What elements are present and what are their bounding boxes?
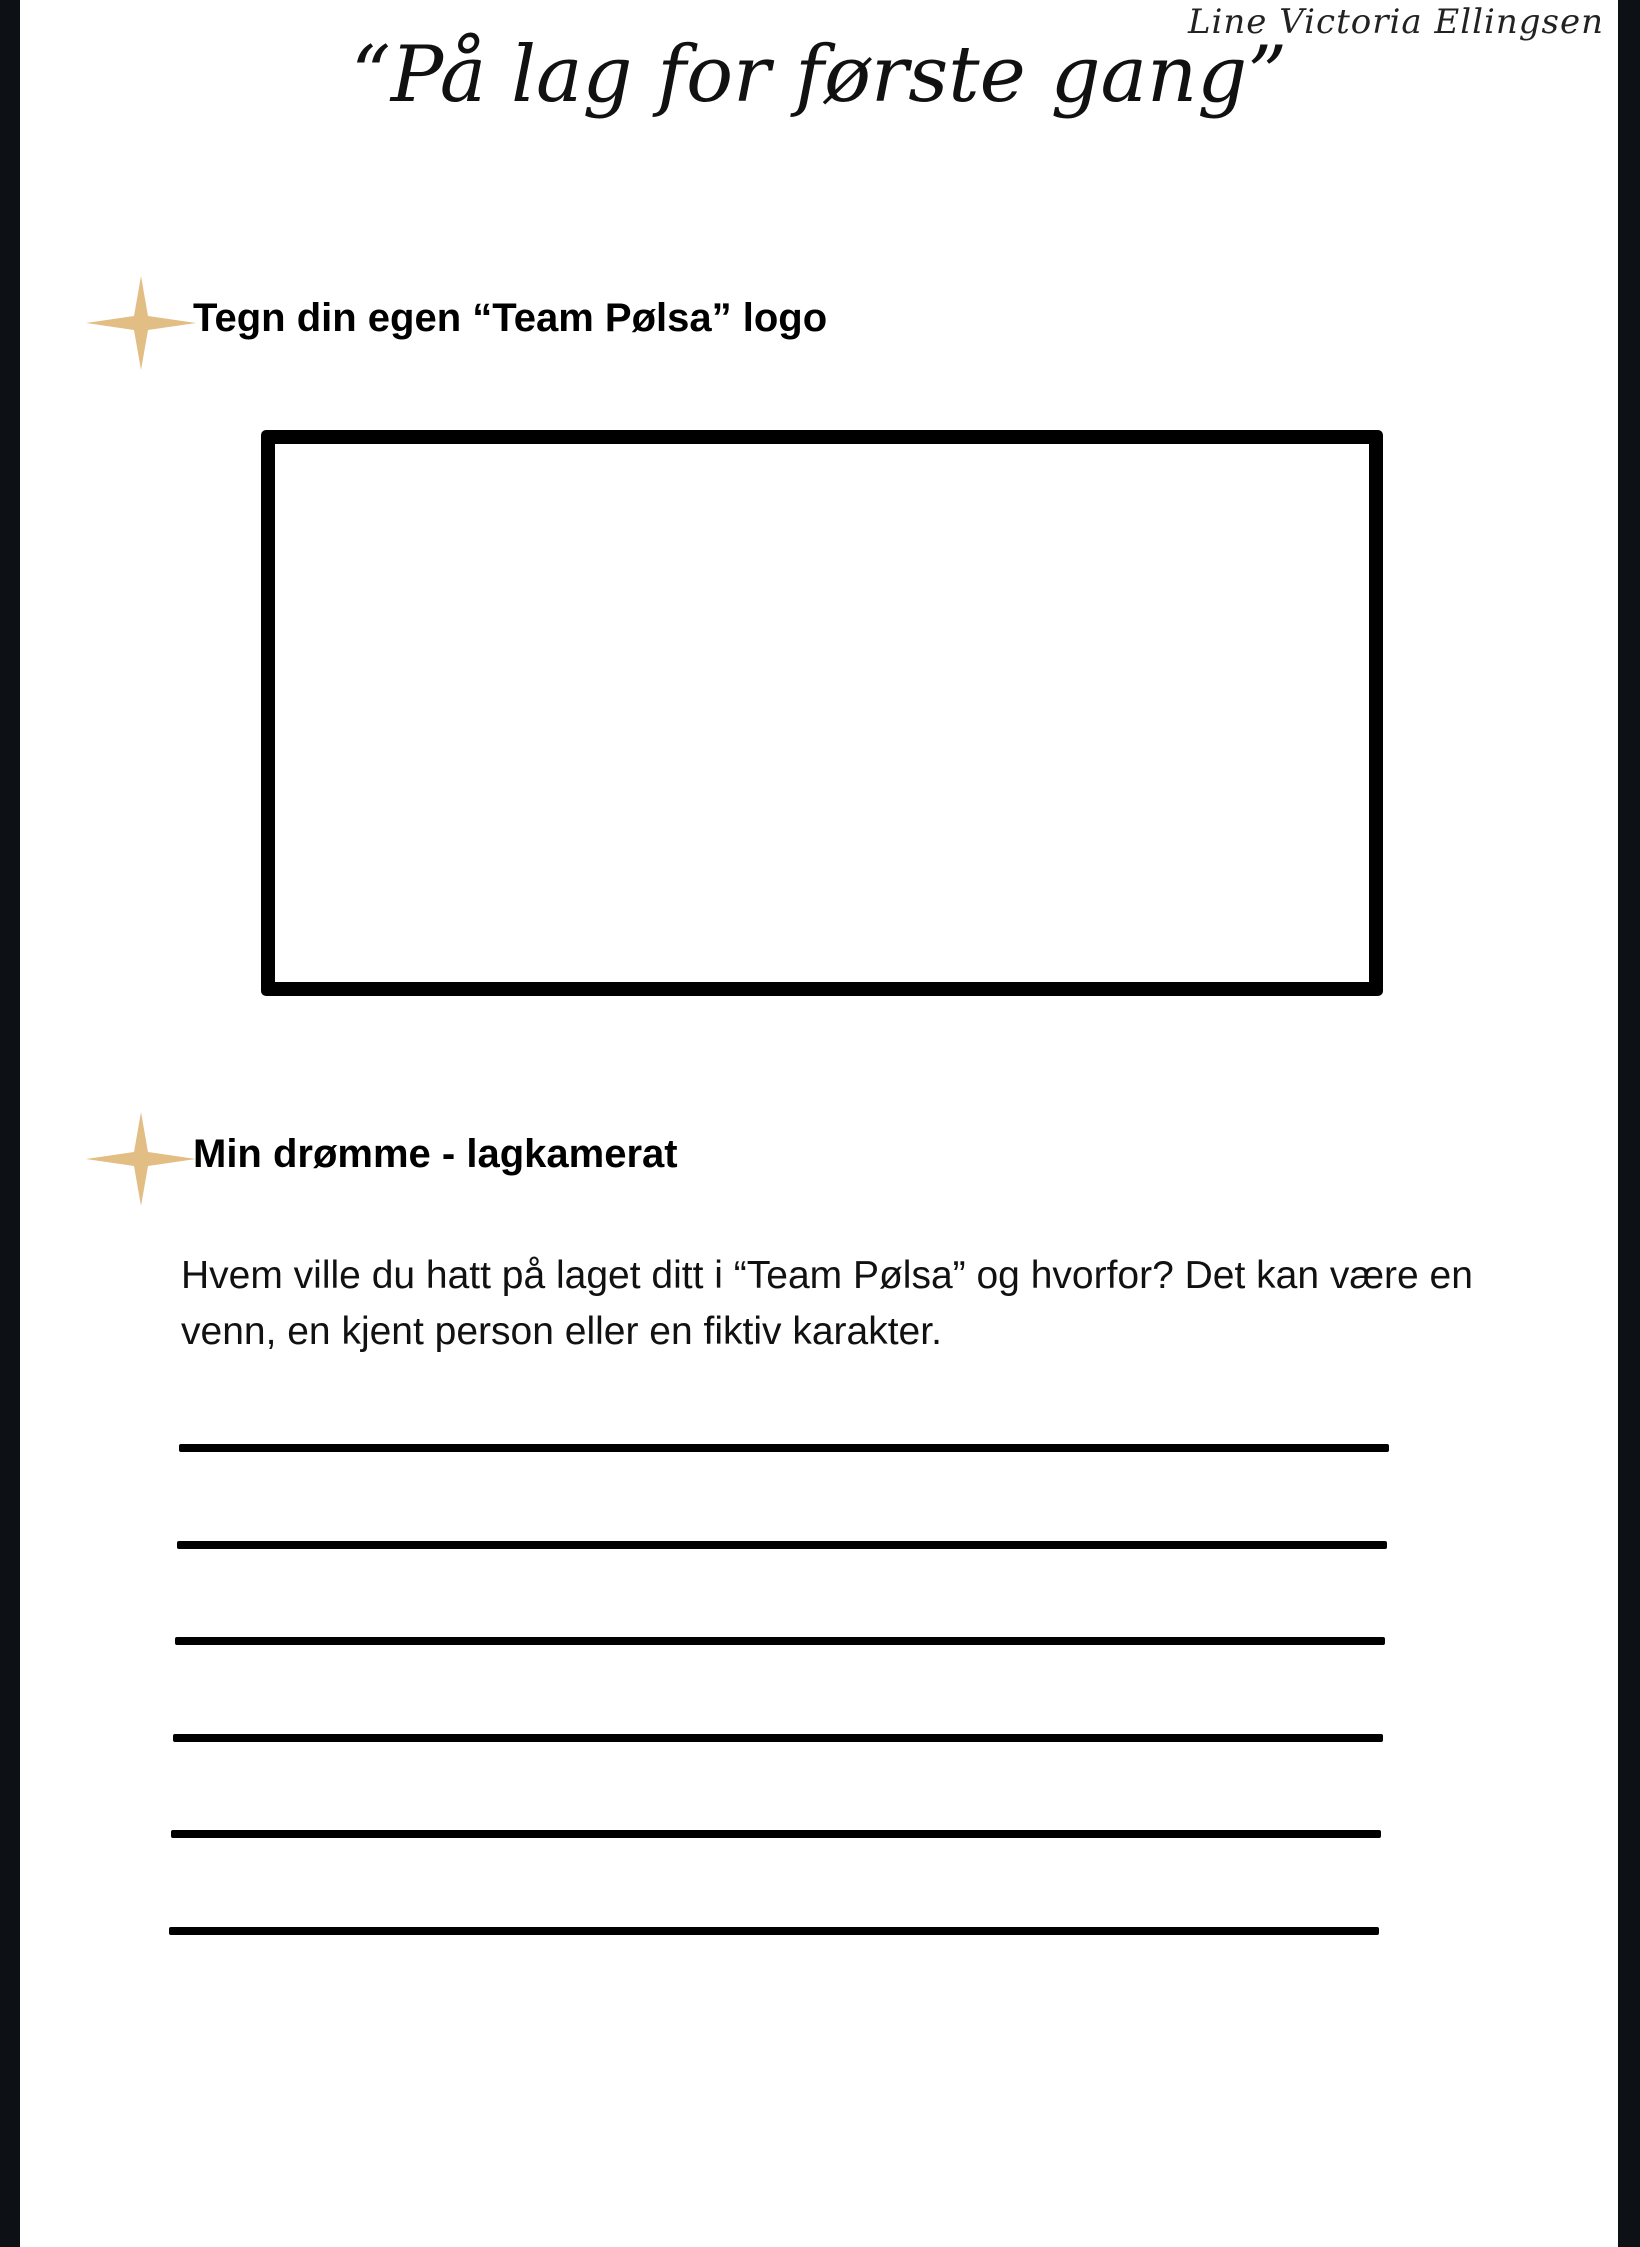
answer-line[interactable] — [175, 1637, 1385, 1645]
teammate-prompt-text: Hvem ville du hatt på laget ditt i “Team Pølsa” og hvorfor? Det kan være en venn, en kjent person eller en fiktiv karakter. — [181, 1254, 1473, 1353]
four-point-star-icon — [86, 276, 196, 370]
answer-line[interactable] — [179, 1444, 1389, 1452]
logo-section-heading: Tegn din egen “Team Pølsa” logo — [193, 296, 828, 340]
answer-line[interactable] — [177, 1541, 1387, 1549]
answer-line[interactable] — [173, 1734, 1383, 1742]
logo-drawing-box[interactable] — [261, 430, 1383, 996]
worksheet-page — [20, 0, 1618, 2247]
page-title: “På lag for første gang” — [350, 30, 1288, 120]
author-signature: Line Victoria Ellingsen — [1187, 2, 1604, 42]
answer-line[interactable] — [169, 1927, 1379, 1935]
four-point-star-icon — [86, 1112, 196, 1206]
teammate-section-heading: Min drømme - lagkamerat — [193, 1132, 678, 1176]
answer-line[interactable] — [171, 1830, 1381, 1838]
